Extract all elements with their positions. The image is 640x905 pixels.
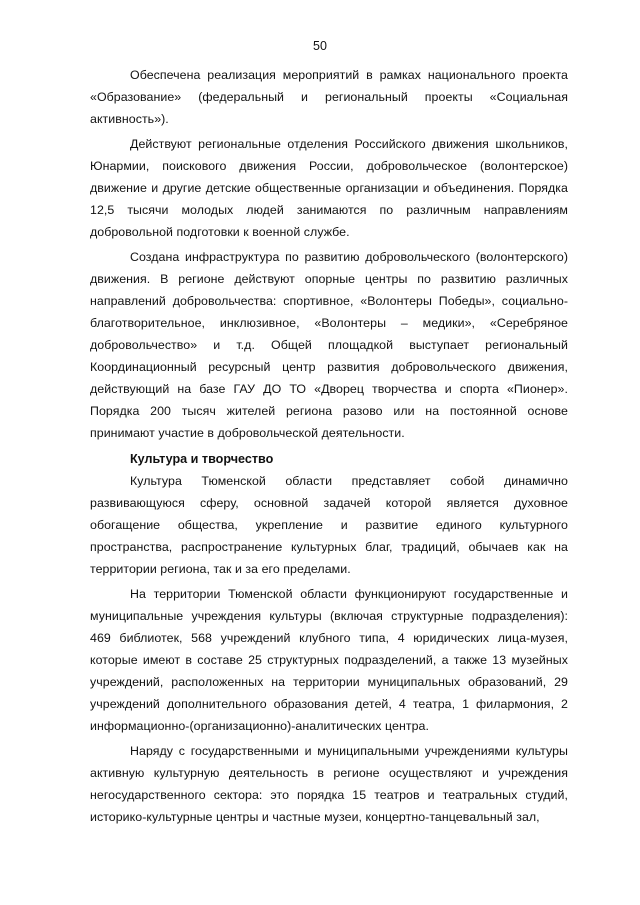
section-heading-culture: Культура и творчество bbox=[130, 452, 274, 466]
page-number: 50 bbox=[313, 39, 327, 53]
paragraph-culture-institutions: На территории Тюменской области функционируют государственные и муниципальные учреждения культуры (включая структурные подразделения): 469 библиотек, 568 учреждений клубного типа, 4 юридических лица-музея, которые имеют в составе 25 структурных подразделений, а также 13 музейных учреждений, расположенных на территории муниципальных образований, 29 учреждений дополнительного образования детей, 4 театра, 1 филармония, 2 информационно-(организационно)-аналитических центра. bbox=[90, 587, 568, 733]
paragraph-non-state-sector: Наряду с государственными и муниципальными учреждениями культуры активную культурную деятельность в регионе осуществляют и учреждения негосударственного сектора: это порядка 15 театров и театральных студий, историко-культурные центры и частные музеи, концертно-танцевальный зал, bbox=[90, 744, 568, 824]
document-body bbox=[90, 64, 568, 828]
paragraph-youth-organizations: Действуют региональные отделения Российского движения школьников, Юнармии, поискового движения России, добровольческое (волонтерское) движение и другие детские общественные организации и объединения. Порядка 12,5 тысячи молодых людей занимаются по различным направлениям добровольной подготовки к военной службе. bbox=[90, 137, 568, 239]
paragraph-culture-overview: Культура Тюменской области представляет собой динамично развивающуюся сферу, основной задачей которой является духовное обогащение общества, укрепление и развитие единого культурного пространства, распространение культурных благ, традиций, обычаев как на территории региона, так и за его пределами. bbox=[90, 474, 568, 576]
paragraph-volunteer-infrastructure: Создана инфраструктура по развитию добровольческого (волонтерского) движения. В регионе действуют опорные центры по развитию различных направлений добровольчества: спортивное, «Волонтеры Победы», социально-благотворительное, инклюзивное, «Волонтеры – медики», «Серебряное добровольчество» и т.д. Общей площадкой выступает региональный Координационный ресурсный центр развития добровольческого движения, действующий на базе ГАУ ДО ТО «Дворец творчества и спорта «Пионер». Порядка 200 тысяч жителей региона разово или на постоянной основе принимают участие в добровольческой деятельности. bbox=[90, 250, 568, 440]
paragraph-national-project: Обеспечена реализация мероприятий в рамках национального проекта «Образование» (федеральный и региональный проекты «Социальная активность»). bbox=[90, 68, 568, 126]
